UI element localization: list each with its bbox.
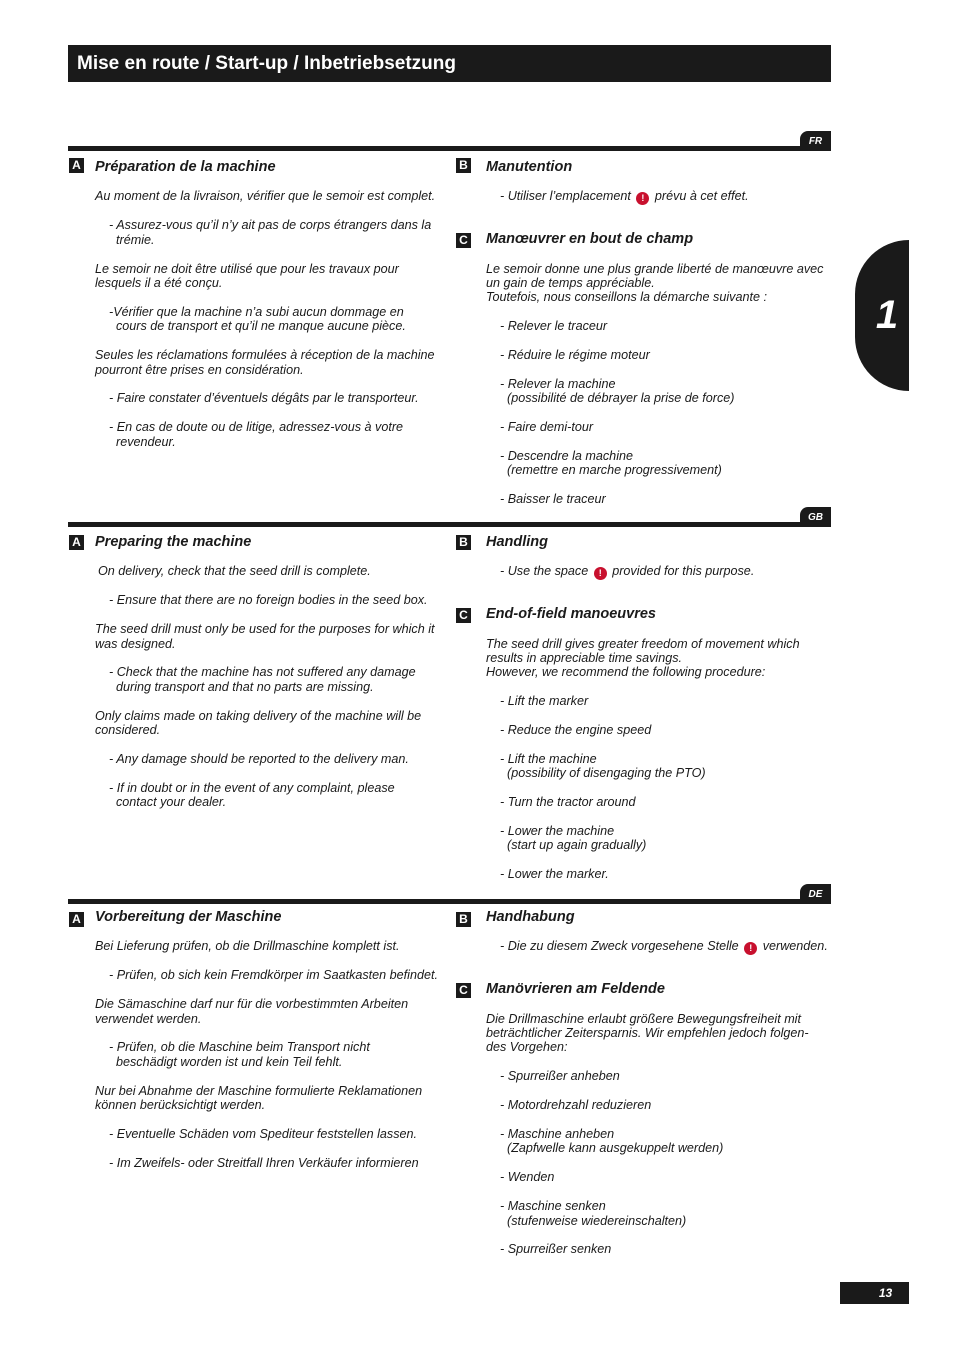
text-line: considered.	[95, 723, 161, 737]
language-badge-de: DE	[800, 884, 831, 904]
text-line-with-icon: - Utiliser l’emplacement ! prévu à cet effet.	[500, 189, 749, 203]
text-line: Only claims made on taking delivery of the machine will be	[95, 709, 422, 723]
text-line: - Assurez-vous qu’il n’y ait pas de corps étrangers dans la	[109, 218, 432, 232]
text-line-with-icon: - Use the space ! provided for this purpose.	[500, 564, 755, 578]
section-letter-c: C	[456, 608, 471, 623]
section-letter-c: C	[456, 983, 471, 998]
section-title-fr-c: Manœuvrer en bout de champ	[486, 231, 694, 247]
text-line: - Reduce the engine speed	[500, 723, 652, 737]
text-line: können berücksichtigt werden.	[95, 1098, 266, 1112]
text-line: Le semoir donne une plus grande liberté de manœuvre avec	[486, 262, 824, 276]
section-title-gb-b: Handling	[486, 534, 549, 550]
text-line: lesquels il a été conçu.	[95, 276, 223, 290]
text-line: The seed drill gives greater freedom of movement which	[486, 637, 800, 651]
text-line: Toutefois, nous conseillons la démarche suivante :	[486, 290, 767, 304]
text-line: Die Sämaschine darf nur für die vorbestimmten Arbeiten	[95, 997, 409, 1011]
text-line: - En cas de doute ou de litige, adressez-vous à votre	[109, 420, 404, 434]
text-line: - Réduire le régime moteur	[500, 348, 650, 362]
warning-icon: !	[636, 192, 649, 205]
text-line: - Turn the tractor around	[500, 795, 636, 809]
text-line: un gain de temps appréciable.	[486, 276, 655, 290]
section-letter-c: C	[456, 233, 471, 248]
text-line: cours de transport et qu’il ne manque aucune pièce.	[116, 319, 406, 333]
text-line: Die Drillmaschine erlaubt größere Bewegungsfreiheit mit	[486, 1012, 801, 1026]
text-line: - Prüfen, ob sich kein Fremdkörper im Saatkasten befindet.	[109, 968, 438, 982]
text-line: - Check that the machine has not suffered any damage	[109, 665, 416, 679]
text-line: - Relever la machine	[500, 377, 616, 391]
text-line: during transport and that no parts are missing.	[116, 680, 374, 694]
warning-icon: !	[594, 567, 607, 580]
text-line: - If in doubt or in the event of any complaint, please	[109, 781, 395, 795]
text-line: beträchtlicher Zeitersparnis. Wir empfehlen jedoch folgen-	[486, 1026, 809, 1040]
text-line: (start up again gradually)	[507, 838, 647, 852]
text-line: verwendet werden.	[95, 1012, 202, 1026]
section-rule-fr	[68, 146, 831, 151]
section-letter-a: A	[69, 158, 84, 173]
section-letter-b: B	[456, 158, 471, 173]
text-line: Bei Lieferung prüfen, ob die Drillmaschine komplett ist.	[95, 939, 400, 953]
text-line: The seed drill must only be used for the purposes for which it	[95, 622, 435, 636]
text-line: beschädigt worden ist und kein Teil fehlt.	[116, 1055, 343, 1069]
text-line: - Lift the marker	[500, 694, 589, 708]
text-line: (remettre en marche progressivement)	[507, 463, 722, 477]
language-badge-gb: GB	[800, 507, 831, 527]
text-line: However, we recommend the following procedure:	[486, 665, 766, 679]
text-line: - Any damage should be reported to the delivery man.	[109, 752, 409, 766]
text-line: - Prüfen, ob die Maschine beim Transport nicht	[109, 1040, 370, 1054]
text-line: - Descendre la machine	[500, 449, 633, 463]
text-line: contact your dealer.	[116, 795, 227, 809]
text-line: - Baisser le traceur	[500, 492, 606, 506]
section-rule-gb	[68, 522, 831, 527]
page-number-label: 13	[878, 1286, 893, 1300]
text-line: - Maschine anheben	[500, 1127, 615, 1141]
section-title-gb-c: End-of-field manoeuvres	[486, 606, 656, 622]
section-letter-b: B	[456, 912, 471, 927]
text-line: (stufenweise wiedereinschalten)	[507, 1214, 687, 1228]
text-line: des Vorgehen:	[486, 1040, 568, 1054]
text-line: - Spurreißer anheben	[500, 1069, 620, 1083]
chapter-number: 1	[875, 293, 899, 337]
text-line: - Eventuelle Schäden vom Spediteur feststellen lassen.	[109, 1127, 418, 1141]
text-line: - Lower the machine	[500, 824, 615, 838]
text-line: Seules les réclamations formulées à réception de la machine	[95, 348, 435, 362]
section-title-de-b: Handhabung	[486, 909, 575, 925]
text-line: - Lower the marker.	[500, 867, 609, 881]
text-line: results in appreciable time savings.	[486, 651, 682, 665]
text-line: Le semoir ne doit être utilisé que pour les travaux pour	[95, 262, 399, 276]
text-line: revendeur.	[116, 435, 176, 449]
text-line: (possibility of disengaging the PTO)	[507, 766, 706, 780]
page-header	[68, 45, 831, 82]
text-line: - Im Zweifels- oder Streitfall Ihren Verkäufer informieren	[109, 1156, 419, 1170]
page-title: Mise en route / Start-up / Inbetriebsetzung	[77, 52, 456, 74]
text-line: - Maschine senken	[500, 1199, 606, 1213]
text-line: trémie.	[116, 233, 155, 247]
text-line: On delivery, check that the seed drill is complete.	[98, 564, 371, 578]
text-line: - Lift the machine	[500, 752, 597, 766]
language-badge-fr: FR	[800, 131, 831, 151]
section-title-de-a: Vorbereitung der Maschine	[95, 909, 282, 925]
section-title-de-c: Manövrieren am Feldende	[486, 981, 665, 997]
text-line: - Ensure that there are no foreign bodies in the seed box.	[109, 593, 428, 607]
section-title-fr-a: Préparation de la machine	[95, 159, 276, 175]
section-letter-a: A	[69, 535, 84, 550]
text-line: Au moment de la livraison, vérifier que le semoir est complet.	[95, 189, 436, 203]
text-line: pourront être prises en considération.	[95, 363, 304, 377]
text-line-with-icon: - Die zu diesem Zweck vorgesehene Stelle ! verwenden.	[500, 939, 828, 953]
text-line: -Vérifier que la machine n’a subi aucun dommage en	[109, 305, 404, 319]
text-line: - Spurreißer senken	[500, 1242, 612, 1256]
warning-icon: !	[744, 942, 757, 955]
section-title-fr-b: Manutention	[486, 159, 573, 175]
text-line: - Faire demi-tour	[500, 420, 594, 434]
text-line: - Relever le traceur	[500, 319, 608, 333]
page-number	[840, 1282, 909, 1304]
text-line: - Motordrehzahl reduzieren	[500, 1098, 652, 1112]
text-line: Nur bei Abnahme der Maschine formulierte Reklamationen	[95, 1084, 423, 1098]
text-line: - Faire constater d’éventuels dégâts par le transporteur.	[109, 391, 419, 405]
section-letter-b: B	[456, 535, 471, 550]
chapter-tab	[855, 240, 909, 391]
section-letter-a: A	[69, 912, 84, 927]
text-line: (possibilité de débrayer la prise de force)	[507, 391, 735, 405]
text-line: (Zapfwelle kann ausgekuppelt werden)	[507, 1141, 724, 1155]
section-rule-de	[68, 899, 831, 904]
section-title-gb-a: Preparing the machine	[95, 534, 252, 550]
text-line: was designed.	[95, 637, 176, 651]
text-line: - Wenden	[500, 1170, 555, 1184]
